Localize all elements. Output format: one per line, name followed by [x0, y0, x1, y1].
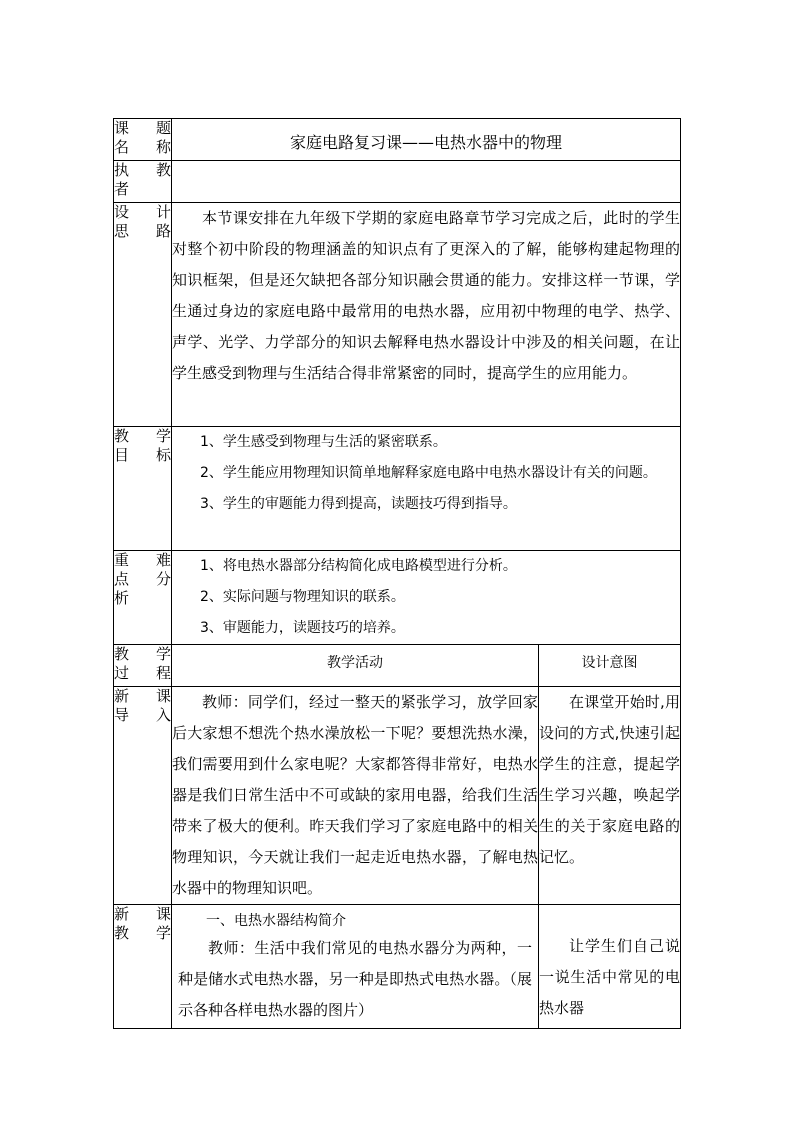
keypoint-item: 2、实际问题与物理知识的联系。	[200, 589, 405, 605]
section-heading: 一、电热水器结构简介	[206, 913, 346, 929]
row-keypoints	[114, 551, 681, 645]
column-header-activity: 教学活动	[172, 645, 539, 687]
label-process: 教 学 过 程	[114, 645, 172, 687]
design-text: 本节课安排在九年级下学期的家庭电路章节学习完成之后，此时的学生对整个初中阶段的物理涵盖的知识点有了更深入的了解，能够构建起物理的知识框架，但是还欠缺把各部分知识融会贯通的能力。安排这样一节课，学生通过身边的家庭电路中最常用的电热水器，应用初中物理的电学、热学、声学、光学、力学部分的知识去解释电热水器设计中涉及的相关问题，在让学生感受到物理与生活结合得非常紧密的同时，提高学生的应用能力。	[172, 203, 681, 427]
teach-activity: 一、电热水器结构简介 教师：生活中我们常见的电热水器分为两种，一种是储水式电热水器，另一种是即热式电热水器。（展示各种各样电热水器的图片）	[172, 905, 539, 1029]
row-topic	[114, 119, 681, 161]
row-teacher	[114, 161, 681, 203]
teacher-value	[172, 161, 681, 203]
label-teach: 新 课 教 学	[114, 905, 172, 1029]
goal-item: 3、学生的审题能力得到提高，读题技巧得到指导。	[200, 496, 517, 512]
page-title: 家庭电路复习课——电热水器中的物理	[172, 119, 681, 161]
label-keypoints: 重 难 点 分 析	[114, 551, 172, 645]
row-teach	[114, 905, 681, 1029]
intro-intent: 在课堂开始时,用设问的方式,快速引起学生的注意，提起学生学习兴趣，唤起学生的关于家庭电路的记忆。	[539, 687, 681, 905]
row-process	[114, 645, 681, 687]
label-teacher: 执 教 者	[114, 161, 172, 203]
label-goals: 教 学 目 标	[114, 427, 172, 551]
row-design	[114, 203, 681, 427]
label-intro: 新 课 导 入	[114, 687, 172, 905]
goals-list	[172, 427, 681, 551]
keypoint-item: 3、审题能力，读题技巧的培养。	[200, 620, 405, 636]
label-topic: 课 题 名 称	[114, 119, 172, 161]
goal-item: 2、学生能应用物理知识简单地解释家庭电路中电热水器设计有关的问题。	[200, 465, 657, 481]
column-header-intent: 设计意图	[539, 645, 681, 687]
keypoint-item: 1、将电热水器部分结构简化成电路模型进行分析。	[200, 558, 517, 574]
keypoints-list	[172, 551, 681, 645]
label-design: 设 计 思 路	[114, 203, 172, 427]
teach-intent: 让学生们自己说一说生活中常见的电热水器	[539, 905, 681, 1029]
goal-item: 1、学生感受到物理与生活的紧密联系。	[200, 434, 447, 450]
intro-activity: 教师：同学们，经过一整天的紧张学习，放学回家后大家想不想洗个热水澡放松一下呢？要想洗热水澡，我们需要用到什么家电呢？大家都答得非常好，电热水器是我们日常生活中不可或缺的家用电器，给我们生活带来了极大的便利。昨天我们学习了家庭电路中的相关物理知识，今天就让我们一起走近电热水器，了解电热水器中的物理知识吧。	[172, 687, 539, 905]
row-goals	[114, 427, 681, 551]
lesson-plan-table	[113, 118, 681, 1029]
row-intro	[114, 687, 681, 905]
